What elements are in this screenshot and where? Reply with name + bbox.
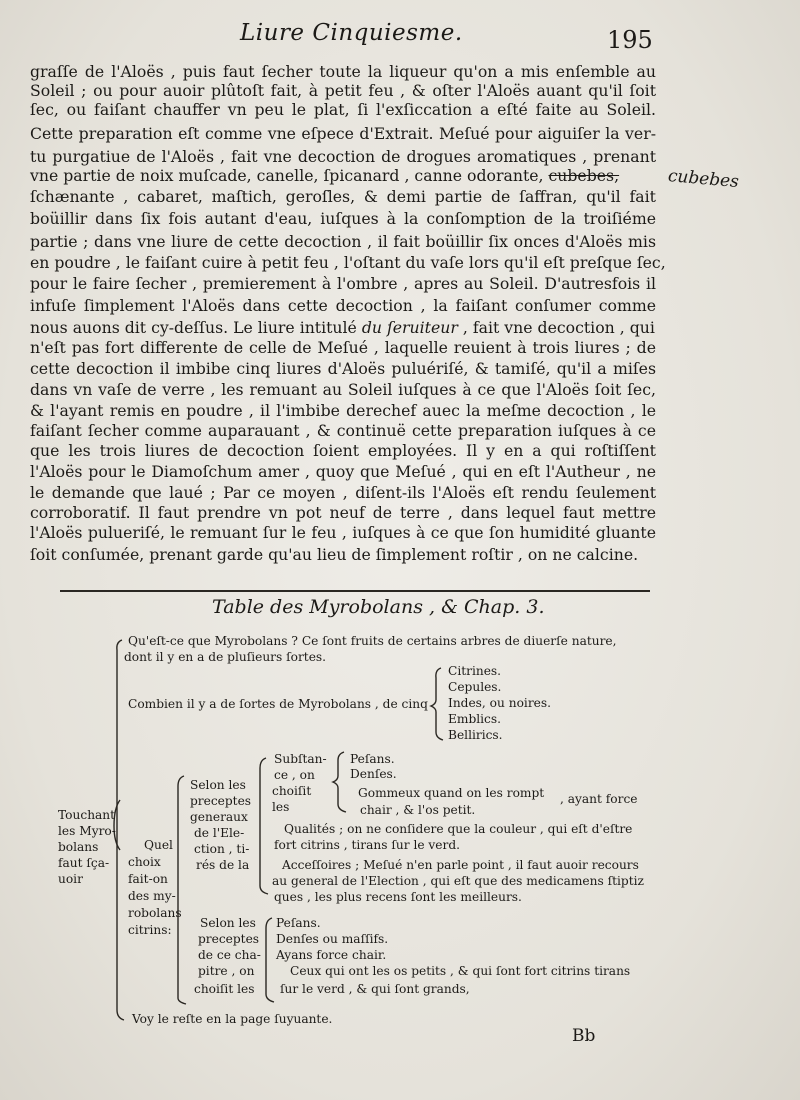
variety-item: Citrines. <box>448 664 502 678</box>
question-how-many: Combien il y a de ſortes de Myrobolans , de cinq <box>128 697 428 711</box>
substance-item: Gommeux quand on les rompt <box>358 786 545 800</box>
variety-item: Indes, ou noires. <box>448 696 551 710</box>
body-line: Soleil ; ou pour auoir plûtoſt fait, à petit feu , & oſter l'Aloës auant qu'il ſoit <box>30 81 656 100</box>
quel-label-line: fait-on <box>128 872 168 886</box>
quel-label-line: Quel <box>144 838 173 852</box>
left-label-line: bolans <box>58 840 99 854</box>
body-line: graſſe de l'Aloës , puis faut ſecher toute la liqueur qu'on a mis enſemble au <box>30 62 656 81</box>
answer-continued: dont il y en a de pluſieurs ſortes. <box>124 650 327 664</box>
substance-item: Peſans. <box>350 752 395 766</box>
handwritten-margin-note: cubebes <box>667 166 740 193</box>
answer-text: Ce ſont fruits de certains arbres de diuerſe nature, <box>301 634 617 648</box>
general-label-line: preceptes <box>190 794 252 808</box>
question-what <box>128 634 617 649</box>
chapter-item: Denſes ou maſſifs. <box>276 932 389 946</box>
closing-reference: Voy le reſte en la page ſuyuante. <box>132 1012 333 1026</box>
running-header: Liure Cinquiesme. <box>240 20 463 46</box>
body-line: & l'ayant remis en poudre , il l'imbibe derechef auec la meſme decoction , le <box>30 401 656 420</box>
body-line: partie ; dans vne liure de cette decoction , il fait boüillir ſix onces d'Aloës mis <box>30 232 656 251</box>
general-label-line: ction , ti- <box>194 842 250 856</box>
body-line: l'Aloës pour le Diamoſchum amer , quoy que Meſué , qui en eſt l'Autheur , ne <box>30 462 656 481</box>
body-line: n'eſt pas fort differente de celle de Meſué , laquelle reuient à trois liures ; de <box>30 338 656 357</box>
body-line: que les trois liures de decoction ſoient employées. Il y en a qui roſtiſſent <box>30 441 656 460</box>
chapter-label-line: pitre , on <box>198 964 255 978</box>
chapter-brace <box>266 918 274 1002</box>
accessories-line: Acceſſoires ; Meſué n'en parle point , il faut auoir recours <box>282 858 639 872</box>
accessories-line: ques , les plus recens ſont les meilleurs. <box>274 890 522 904</box>
body-line: le demande que laué ; Par ce moyen , diſent-ils l'Aloës eſt rendu ſeulement <box>30 483 656 502</box>
body-line: tu purgatiue de l'Aloës , fait vne decoction de drogues aromatiques , prenant <box>30 147 656 166</box>
quel-brace <box>178 776 186 1004</box>
accessories-line: au general de l'Election , qui eſt que des medicamens ſtiptiz <box>272 874 644 888</box>
variety-item: Bellirics. <box>448 728 503 742</box>
body-line: boüillir dans ſix fois autant d'eau, iuſques à la conſomption de la troiſiéme <box>30 209 656 228</box>
qualities-line: fort citrins , tirans ſur le verd. <box>274 838 461 852</box>
chapter-label-line: choiſit les <box>194 982 255 996</box>
substance-label-line: choiſit <box>272 784 312 798</box>
general-label-line: de l'Ele- <box>194 826 245 840</box>
chapter-item: Ayans force chair. <box>276 948 387 962</box>
body-line: ſoit conſumée, prenant garde qu'au lieu de ſimplement roſtir , on ne calcine. <box>30 545 639 564</box>
chapter-label-line: Selon les <box>200 916 256 930</box>
table-title: Table des Myrobolans , & Chap. 3. <box>212 596 545 618</box>
substance-brace <box>333 752 346 812</box>
body-line: faiſant ſecher comme auparauant , & continuë cette preparation iuſques à ce <box>30 421 656 440</box>
body-line: ſchænante , cabaret, maſtich, geroſles, & demi partie de ſaffran, qu'il fait <box>30 187 656 206</box>
struck-word: cubebes, <box>548 166 620 185</box>
quel-label-line: choix <box>128 855 161 869</box>
variety-item: Cepules. <box>448 680 502 694</box>
substance-label-line: les <box>272 800 290 814</box>
body-line: corroboratif. Il faut prendre vn pot neuf de terre , dans lequel faut mettre <box>30 503 656 522</box>
body-line-text: nous auons dit cy-deſſus. Le liure intitulé <box>30 318 362 337</box>
book-title: du ſeruiteur <box>361 318 458 337</box>
quel-label-line: des my- <box>128 889 176 903</box>
body-line: en poudre , le faiſant cuire à petit feu , l'oſtant du vaſe lors qu'il eſt preſque ſec, <box>30 253 666 272</box>
body-line: l'Aloës pulueriſé, le remuant ſur le feu , iuſques à ce que ſon humidité gluante <box>30 523 656 542</box>
substance-item: chair , & l'os petit. <box>360 803 476 817</box>
page-number: 195 <box>607 26 653 54</box>
left-label-line: uoir <box>58 872 83 886</box>
body-line: ſec, ou faiſant chauffer vn peu le plat, ſi l'exſiccation a eſté faite au Soleil. <box>30 100 656 119</box>
body-line: pour le faire ſecher , premierement à l'ombre , apres au Soleil. D'autresfois il <box>30 274 656 293</box>
general-brace <box>260 758 268 894</box>
chapter-label-line: preceptes <box>198 932 260 946</box>
body-line-text: , fait vne decoction , qui <box>457 318 655 337</box>
body-line-text: vne partie de noix muſcade, canelle, ſpicanard , canne odorante, <box>30 166 549 185</box>
substance-label-line: Subſtan- <box>274 752 327 766</box>
chapter-item: ſur le verd , & qui ſont grands, <box>280 982 470 996</box>
body-line: infuſe ſimplement l'Aloës dans cette decoction , la faiſant conſumer comme <box>30 296 656 315</box>
quel-label-line: robolans <box>128 906 182 920</box>
general-label-line: rés de la <box>196 858 250 872</box>
chapter-item: Peſans. <box>276 916 321 930</box>
cinq-brace <box>431 668 443 740</box>
left-label-line: les Myro- <box>58 824 116 838</box>
question-text: Qu'eſt-ce que Myrobolans ? <box>128 634 298 648</box>
body-line: cette decoction il imbibe cinq liures d'Aloës puluériſé, & tamiſé, qu'il a miſes <box>30 359 656 378</box>
chapter-item: Ceux qui ont les os petits , & qui ſont fort citrins tirans <box>290 964 631 978</box>
outer-brace <box>117 640 124 1020</box>
substance-label-line: ce , on <box>274 768 315 782</box>
body-line: dans vn vaſe de verre , les remuant au Soleil iuſques à ce que l'Aloës ſoit ſec, <box>30 380 656 399</box>
general-label-line: generaux <box>190 810 248 824</box>
qualities-line: Qualités ; on ne conſidere que la couleur , qui eſt d'eſtre <box>284 822 633 836</box>
signature-mark: Bb <box>572 1026 596 1046</box>
variety-item: Emblics. <box>448 712 502 726</box>
substance-tail: , ayant force <box>560 792 638 806</box>
quel-label-line: citrins: <box>128 923 172 937</box>
general-label-line: Selon les <box>190 778 246 792</box>
body-line: Cette preparation eſt comme vne eſpece d'Extrait. Meſué pour aiguiſer la ver- <box>30 124 656 143</box>
left-label-line: faut ſça- <box>58 856 110 870</box>
substance-item: Denſes. <box>350 767 397 781</box>
left-label-line: Touchant <box>58 808 116 822</box>
chapter-label-line: de ce cha- <box>198 948 261 962</box>
